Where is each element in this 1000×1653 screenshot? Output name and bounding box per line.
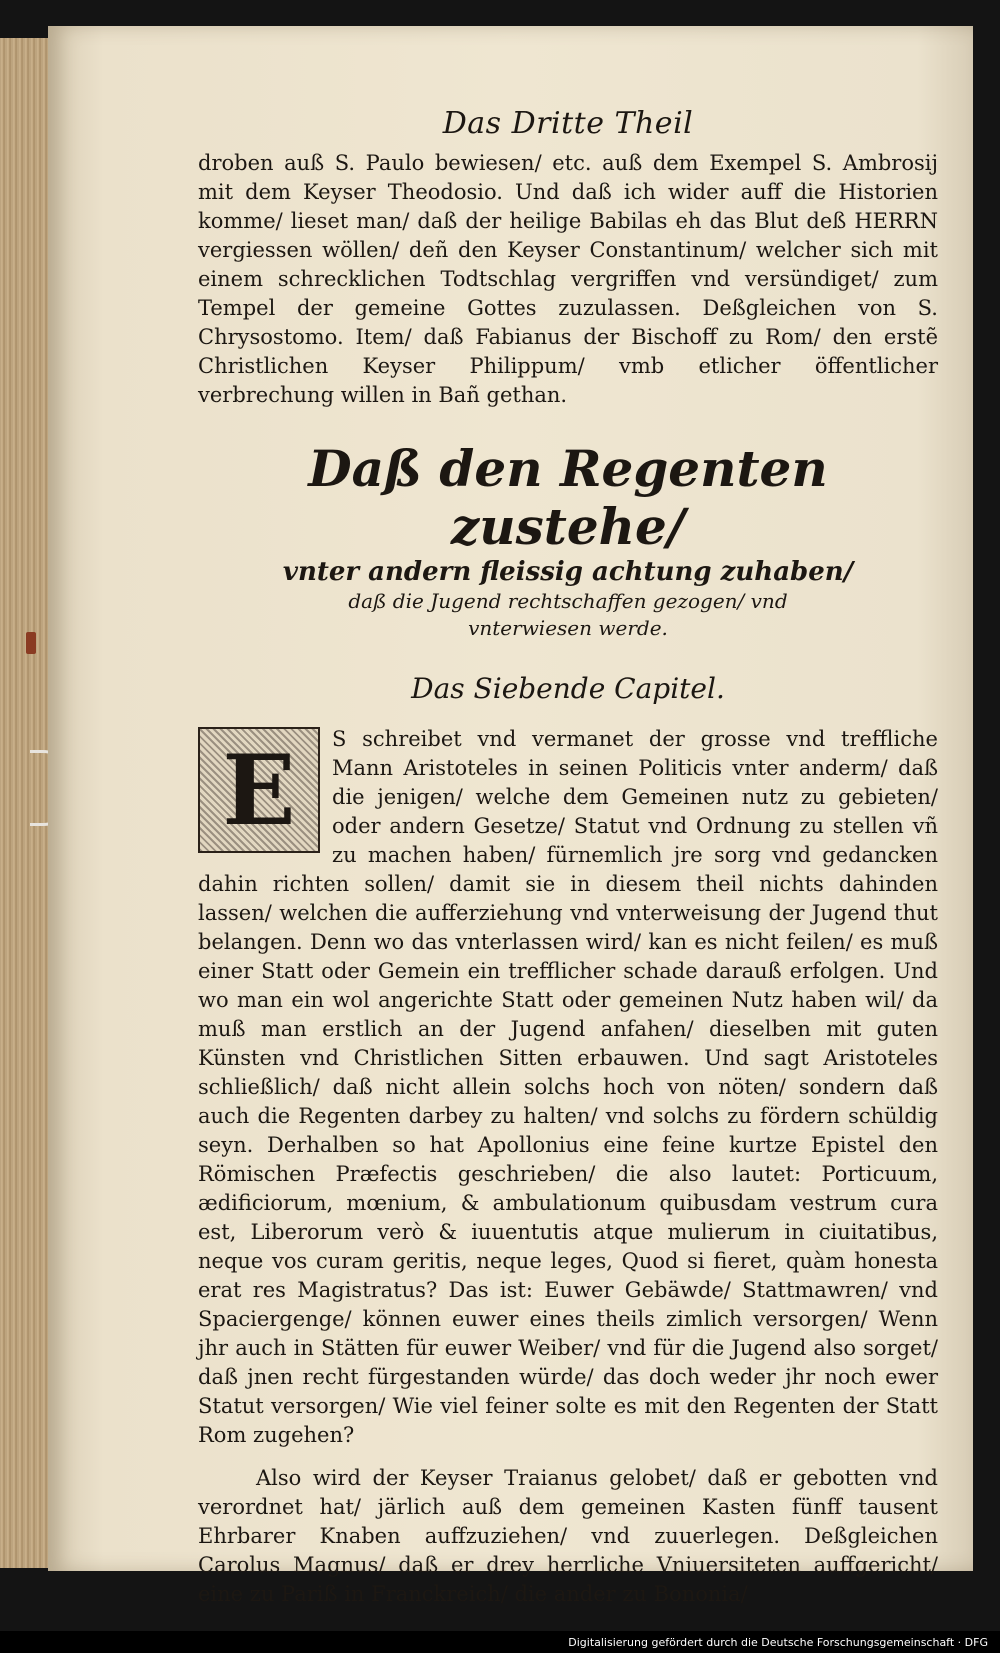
book-page <box>48 26 973 1606</box>
decorated-initial <box>198 727 320 853</box>
intro-paragraph: droben auß S. Paulo bewiesen/ etc. auß dem Exempel S. Ambrosij mit dem Keyser Theodosio. Und daß ich wider auff die Historien komme/ lieset man/ daß der heilige Babilas eh das Blut deß HERRN vergiessen wöllen/ deñ den Keyser Constantinum/ welcher sich mit einem schrecklichen Todtschlag vergriffen vnd versündiget/ zum Tempel der gemeine Gottes zuzulassen. Deßgleichen von S. Chrysostomo. Item/ daß Fabianus der Bischoff zu Rom/ den erstẽ Christlichen Keyser Philippum/ vmb etlicher öffentlicher verbrechung willen in Bañ gethan. <box>198 151 938 407</box>
section-heading-line-2: vnter andern fleissig achtung zuhaben/ <box>282 557 854 587</box>
initial-letter: E <box>200 729 318 851</box>
page-content <box>198 106 938 1609</box>
latin-quote: Porticuum, ædificiorum, mœnium, & ambulationum quibusdam vestrum cura est, Liberorum verò & iuuentutis atque mulierum in ciuitatibus, neque vos curam geritis, neque leges, Quod si fieret, quàm honesta erat res Magistratus? <box>198 1162 938 1302</box>
running-head: Das Dritte Theil <box>442 106 694 141</box>
chapter-paragraph-1-end: Das ist: Euwer Gebäwde/ Stattmawren/ vnd Spaciergenge/ können euwer eines theils zimlich versorgen/ Wenn jhr auch in Stätten für euwer Weiber/ vnd für die Jugend also sorget/ daß jnen recht fürgestanden würde/ das doch weder jhr noch ewer Statut versorgen/ Wie viel feiner solte es mit den Regenten der Statt Rom zugehen? <box>198 1278 938 1447</box>
footer-bar <box>0 1631 1000 1653</box>
bookmark-tab <box>26 632 36 654</box>
dfg-credit: Digitalisierung gefördert durch die Deutsche Forschungsgemeinschaft · DFG <box>568 1636 988 1649</box>
section-heading-line-3: daß die Jugend rechtschaffen gezogen/ vnd <box>348 589 788 613</box>
chapter-title: Das Siebende Capitel. <box>411 672 725 705</box>
chapter-paragraph-1-text: S schreibet vnd vermanet der grosse vnd treffliche Mann Aristoteles in seinen Politicis vnter anderm/ daß die jenigen/ welche dem Gemeinen nutz zu gebieten/ oder andern Gesetze/ Statut vnd Ordnung zu stellen vñ zu machen haben/ fürnemlich jre sorg vnd gedancken dahin richten sollen/ damit sie in diesem theil nichts dahinden lassen/ welchen die aufferziehung vnd vnterweisung der Jugend thut belangen. Denn wo das vnterlassen wird/ kan es nicht feilen/ es muß einer Statt oder Gemein ein trefflicher schade darauß erfolgen. Und wo man ein wol angerichte Statt oder gemeinen Nutz haben wil/ da muß man erstlich an der Jugend anfahen/ dieselben mit guten Künsten vnd Christlichen Sitten erbauwen. Und sagt Aristoteles schließlich/ daß nicht allein solchs hoch von nöten/ sondern daß auch die Regenten darbey zu halten/ vnd solchs zu fördern schüldig seyn. Derhalben so hat Apollonius eine feine kurtze Epistel den Römischen Præfectis geschrieben/ die also lautet: <box>198 727 938 1186</box>
section-heading: Daß den Regenten zustehe/ <box>308 439 828 556</box>
section-heading-line-4: vnterwiesen werde. <box>468 616 668 640</box>
chapter-paragraph-2: Also wird der Keyser Traianus gelobet/ daß er gebotten vnd verordnet hat/ järlich auß dem gemeinen Kasten fünff tausent Ehrbarer Knaben auffzuziehen/ vnd zuuerlegen. Deßgleichen Carolus Magnus/ daß er drey herrliche Vniuersiteten auffgericht/ eine zu Pariß in Franckreich/ die ander zu Bononia/ <box>198 1466 938 1606</box>
